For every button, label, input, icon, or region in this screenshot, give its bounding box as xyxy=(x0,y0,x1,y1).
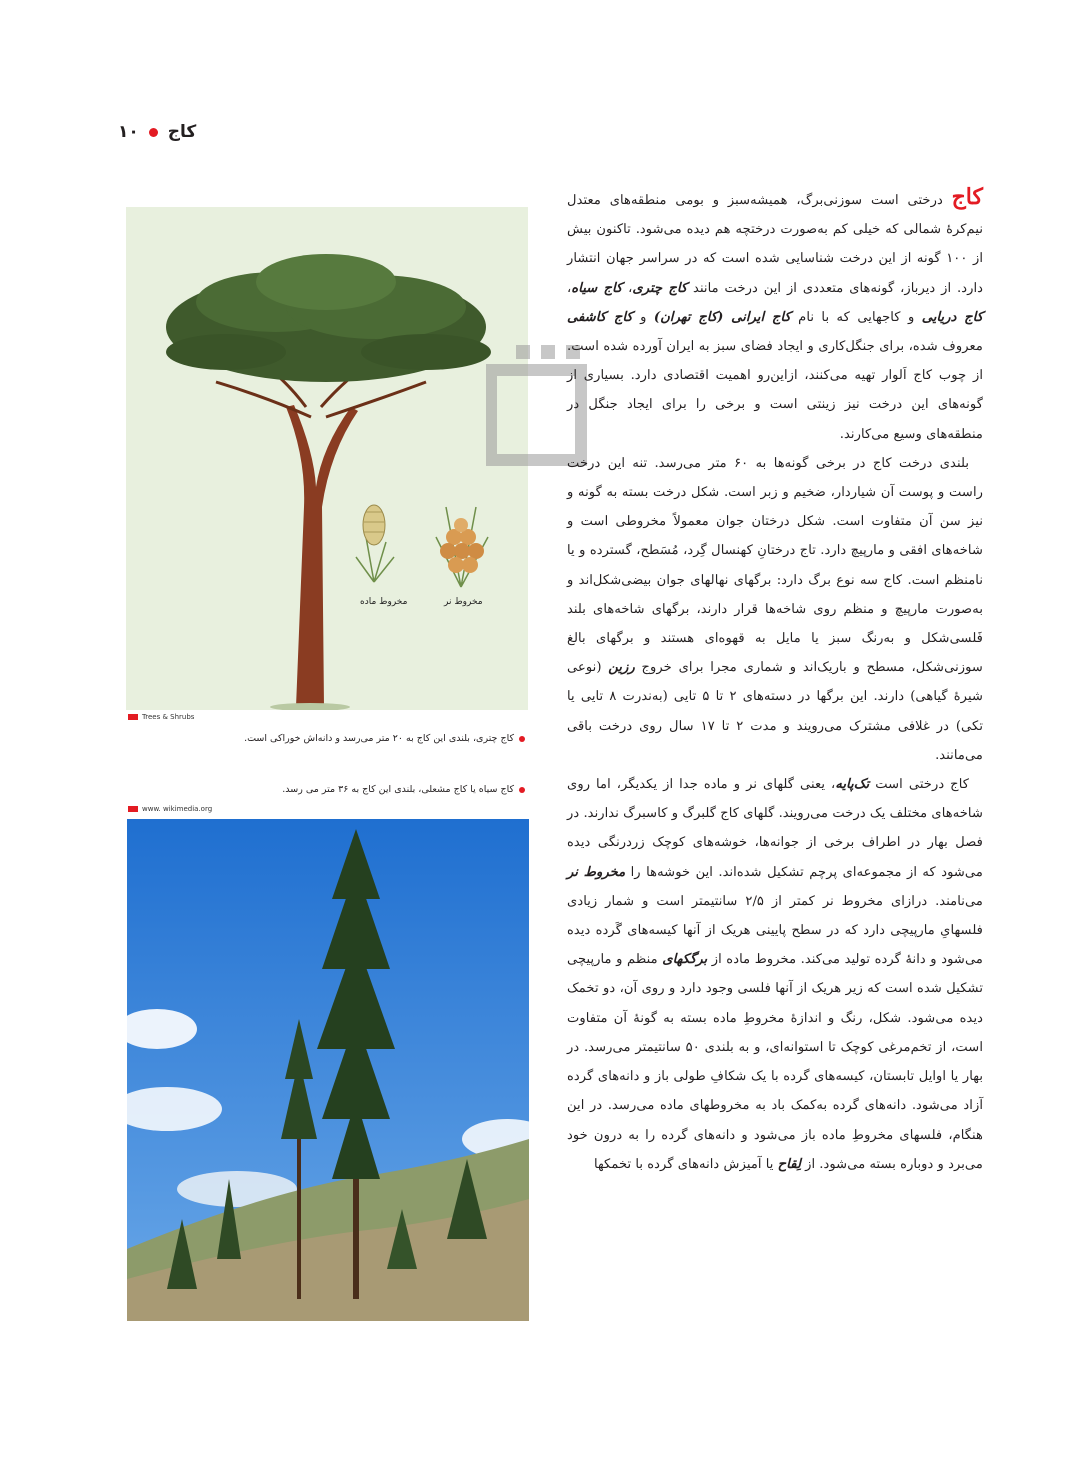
umbrella-pine-illustration xyxy=(126,207,528,710)
female-cone-label: مخروط ماده xyxy=(360,597,408,607)
figure1-caption: کاج چتری، بلندی این کاج به ۲۰ متر می‌رسد و دانه‌اش خوراکی است. xyxy=(244,733,525,744)
credit-marker-icon xyxy=(128,714,138,720)
bullet-icon xyxy=(519,736,525,742)
article-body xyxy=(567,186,983,1179)
lead-word: کاج xyxy=(951,184,983,210)
paragraph-1: کاج درختی است سوزنی‌برگ، همیشه‌سبز و بومی منطقه‌های معتدل نیم‌کرهٔ شمالی که خیلی کم به‌صورت درختچه هم دیده می‌شود. تاکنون بیش از ۱۰۰ گونه از این درخت شناسایی شده است که در سراسر جهان انتشار دارد. از دیرباز، گونه‌های متعددی از این درخت مانند کاج چتری، کاج سیاه، کاج دریایی و کاجهایی که با نام کاج ایرانی (کاج تهران) و کاج کاشفی معروف شده، برای جنگل‌کاری و ایجاد فضای سبز به ایران آورده شده است. از چوب کاج اَلوار تهیه می‌کنند، ازاین‌رو اهمیت اقتصادی دارد. بسیاری از گونه‌های این درخت نیز زینتی است و برخی را برای ایجاد جنگل در منطقه‌های وسیع می‌کارند. xyxy=(567,184,983,442)
male-cone-label: مخروط نر xyxy=(444,597,483,607)
black-pine-photo xyxy=(127,819,529,1321)
paragraph-3: کاج درختی است تک‌پایه، یعنی گلهای نر و ماده جدا از یکدیگر، اما روی شاخه‌های مختلف یک درخت می‌رویند. گلهای کاج گلبرگ و کاسبرگ ندارند. در فصل بهار در اطراف برخی از جوانه‌ها، خوشه‌های کوچک زردرنگی دیده می‌شود که از مجموعه‌ای پرچم تشکیل شده‌اند. این خوشه‌ها را مخروط نر می‌نامند. درازای مخروط نر کمتر از ۲/۵ سانتیمتر است و شمار زیادی فلسهایِ مارپیچی دارد که در سطح پایینی هریک از آنها کیسه‌های گَرده دیده می‌شود و دانهٔ گرده تولید می‌کند. مخروط ماده از برگکهای منظم و مارپیچی تشکیل شده است که زیر هریک از آنها فلسی وجود دارد و روی آن، دو تخمک دیده می‌شود. شکل، رنگ و اندازهٔ مخروطِ ماده بسته به گونهٔ آن متفاوت است، از تخم‌مرغی کوچک تا استوانه‌ای، و به بلندی ۵۰ سانتیمتر می‌رسد. در بهار یا اوایل تابستان، کیسه‌های گرده با یک شکافِ طولی باز و دانه‌های گرده آزاد می‌شود. دانه‌های گرده به‌کمک باد به مخروطهای ماده می‌رسد. در این هنگام، فلسهای مخروطِ ماده باز می‌شود و دانه‌های گرده را به درون خود می‌برد و دوباره بسته می‌شود. از لِقاح یا آمیزش دانه‌های گرده با تخمکها xyxy=(567,777,984,1172)
figure1-credit: Trees & Shrubs xyxy=(128,713,194,721)
black-pine-photo-drawing xyxy=(127,819,529,1321)
red-dot-icon xyxy=(149,128,158,137)
bullet-icon xyxy=(519,787,525,793)
page-header xyxy=(118,122,196,142)
figure2-credit: www. wikimedia.org xyxy=(128,805,212,813)
pine-tree-drawing xyxy=(126,207,528,710)
figure2-caption: کاج سیاه یا کاج مشعلی، بلندی این کاج به ۳۶ متر می رسد. xyxy=(282,784,525,795)
chapter-title: کاج xyxy=(167,122,197,142)
page-number: ۱۰ xyxy=(118,122,139,142)
paragraph-2: بلندی درخت کاج در برخی گونه‌ها به ۶۰ متر می‌رسد. تنه این درخت راست و پوست آن شیاردار، ضخیم و زبر است. شکل درخت بسته به گونه و نیز سن آن متفاوت است. شکل درختان جوان معمولاً مخروطی است و شاخه‌های افقی و مارپیچ دارد. تاج درختانِ کهنسال گِرد، مُسَطح، گسترده و یا نامنظم است. کاج سه نوع برگ دارد: برگهای نهالهای جوان بیضی‌شکل‌اند و به‌صورت مارپیچ و منظم روی شاخه‌ها قرار دارند، برگهای شاخه‌های بلند فَلسی‌شکل و به‌رنگ سبز یا مایل به قهوه‌ای هستند و برگهای بالغ سوزنی‌شکل، مسطح و باریک‌اند و شماری مجرا برای خروج رزین (نوعی شیرهٔ گیاهی) دارند. این برگها در دسته‌های ۲ تا ۵ تایی (به‌ندرت ۸ تایی یا تکی) در غلافی مشترک می‌رویند و مدت ۲ تا ۱۷ سال روی درخت باقی می‌مانند. xyxy=(567,455,984,763)
credit-marker-icon xyxy=(128,806,138,812)
male-cone-drawing xyxy=(436,507,488,587)
female-cone-drawing xyxy=(356,505,394,582)
